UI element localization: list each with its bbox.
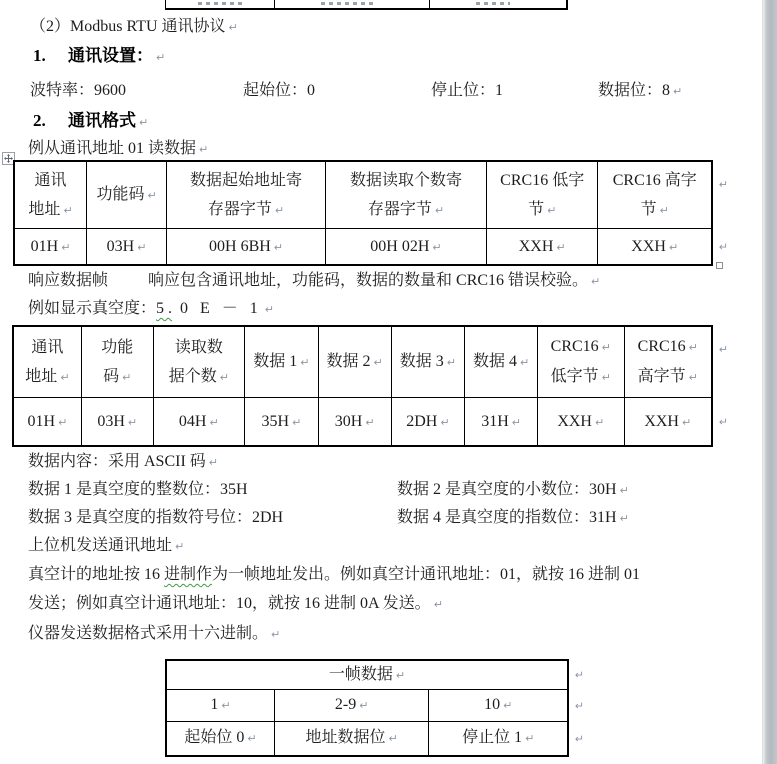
header-cell[interactable] bbox=[391, 327, 465, 397]
row-end-mark: ↵ bbox=[718, 240, 728, 253]
cutoff-table-grid-line bbox=[274, 0, 275, 8]
cell-text: 数据 4 bbox=[473, 353, 518, 370]
vacuum-prefix: 例如显示真空度： bbox=[28, 300, 157, 317]
address-paragraph-line2 bbox=[28, 594, 443, 615]
request-frame-table bbox=[13, 160, 728, 266]
data2-description bbox=[397, 480, 629, 501]
section-2-title: 通讯格式 bbox=[68, 111, 136, 130]
cell-text: 一帧数据 bbox=[328, 665, 393, 683]
cell-text: 据个数 bbox=[168, 367, 217, 385]
paragraph-mark: ↵ bbox=[274, 203, 285, 217]
cell-text: 存器字节 bbox=[367, 200, 432, 218]
paragraph-mark: ↵ bbox=[175, 540, 185, 553]
cell-text: XXH bbox=[631, 237, 666, 255]
value-cell[interactable] bbox=[14, 398, 81, 445]
setting-start-bit: 起始位：0 bbox=[243, 82, 316, 99]
paragraph-mark: ↵ bbox=[156, 51, 166, 64]
frame-title-cell[interactable] bbox=[167, 661, 567, 689]
cell-text: 数据 2 bbox=[326, 353, 371, 370]
cutoff-text-remnant bbox=[476, 2, 510, 5]
cell-text: 起始位 0 bbox=[184, 729, 245, 746]
cell-text: 数据起始地址寄 bbox=[190, 171, 303, 189]
protocol-title bbox=[30, 17, 238, 38]
header-cell[interactable] bbox=[14, 327, 81, 397]
cell-text: 03H bbox=[106, 237, 135, 255]
cell-text: 10 bbox=[484, 696, 501, 713]
value-cell[interactable] bbox=[537, 398, 624, 445]
header-cell[interactable] bbox=[15, 162, 86, 228]
cell-text: 存器字节 bbox=[207, 200, 272, 218]
header-cell[interactable] bbox=[81, 327, 153, 397]
host-send-text: 上位机发送通讯地址 bbox=[28, 537, 173, 554]
vacuum-example-line bbox=[28, 299, 274, 320]
header-cell[interactable] bbox=[464, 327, 537, 397]
section-1-title: 通讯设置： bbox=[68, 46, 153, 65]
paragraph-mark: ↵ bbox=[221, 699, 231, 712]
data4-text: 数据 4 是真空度的指数位：31H bbox=[397, 509, 617, 526]
paragraph-mark: ↵ bbox=[659, 203, 669, 217]
paragraph-mark: ↵ bbox=[673, 85, 683, 98]
cell-text: 01H bbox=[30, 237, 59, 255]
address-text: 为一帧地址发出。例如真空计通讯地址：01，就按 16 进制 01 bbox=[212, 566, 641, 583]
table-row bbox=[15, 228, 728, 264]
paragraph-mark: ↵ bbox=[60, 370, 70, 384]
frame-data-table bbox=[165, 659, 584, 757]
cell-text: 节 bbox=[528, 200, 545, 218]
paragraph-mark: ↵ bbox=[247, 732, 257, 745]
header-cell[interactable] bbox=[166, 162, 325, 228]
cell-text: 1 bbox=[210, 696, 219, 713]
cell-text: 2DH bbox=[406, 412, 438, 430]
value-cell[interactable] bbox=[391, 398, 465, 445]
header-cell[interactable] bbox=[318, 327, 391, 397]
cutoff-text-remnant bbox=[321, 2, 377, 5]
row-end-mark: ↵ bbox=[574, 699, 584, 712]
address-text: 真空计的地址按 16 bbox=[28, 566, 165, 583]
cell-text: CRC16 高字 bbox=[612, 171, 697, 189]
cell-text: 数据 1 bbox=[253, 353, 298, 370]
paragraph-mark: ↵ bbox=[525, 732, 535, 745]
value-cell[interactable] bbox=[86, 229, 166, 264]
row-end-mark: ↵ bbox=[574, 668, 584, 682]
data-content-text: 数据内容：采用 ASCII 码 bbox=[28, 453, 206, 470]
paragraph-mark: ↵ bbox=[127, 415, 138, 429]
cell-text: CRC16 bbox=[637, 338, 686, 355]
paragraph-mark: ↵ bbox=[688, 371, 698, 384]
section-2-number: 2. bbox=[33, 111, 46, 130]
row-end-mark: ↵ bbox=[718, 343, 728, 356]
data4-description bbox=[397, 508, 629, 529]
paragraph-mark: ↵ bbox=[359, 699, 369, 712]
value-cell[interactable] bbox=[624, 398, 712, 445]
cell-text: XXH bbox=[644, 412, 679, 430]
value-cell[interactable] bbox=[166, 229, 325, 264]
data1-description: 数据 1 是真空度的整数位：35H bbox=[28, 481, 248, 498]
cell-text: 数据读取个数寄 bbox=[349, 171, 462, 189]
paragraph-mark: ↵ bbox=[219, 370, 229, 384]
setting-stop-bit: 停止位：1 bbox=[431, 82, 504, 99]
row-end-mark: ↵ bbox=[718, 415, 728, 428]
cell-text: 功能码 bbox=[96, 186, 145, 203]
header-cell[interactable] bbox=[325, 162, 486, 228]
instrument-format-text: 仪器发送数据格式采用十六进制。 bbox=[28, 625, 269, 642]
row-end-mark: ↵ bbox=[574, 732, 584, 745]
paragraph-mark: ↵ bbox=[446, 356, 456, 369]
response-frame-table bbox=[12, 325, 728, 447]
value-cell[interactable] bbox=[153, 398, 244, 445]
table-row bbox=[14, 397, 728, 445]
cell-text: CRC16 bbox=[550, 338, 599, 355]
section-2-heading bbox=[33, 111, 148, 133]
paragraph-mark: ↵ bbox=[137, 240, 147, 254]
paragraph-mark: ↵ bbox=[440, 415, 450, 429]
paragraph-mark: ↵ bbox=[199, 143, 209, 156]
paragraph-mark: ↵ bbox=[503, 699, 513, 712]
paragraph-mark: ↵ bbox=[61, 240, 71, 254]
paragraph-mark: ↵ bbox=[433, 598, 443, 611]
paragraph-mark: ↵ bbox=[434, 203, 445, 217]
cutoff-text-remnant bbox=[198, 2, 244, 5]
label-cell[interactable] bbox=[428, 722, 567, 755]
spellcheck-wavy-text: 5 . bbox=[156, 300, 173, 317]
response-description bbox=[28, 271, 600, 292]
cell-text: 码 bbox=[103, 367, 120, 385]
position-cell[interactable] bbox=[274, 690, 428, 721]
cell-text: 2-9 bbox=[334, 696, 357, 713]
paragraph-mark: ↵ bbox=[681, 415, 692, 429]
cell-text: 通讯 bbox=[34, 171, 67, 189]
header-cell[interactable] bbox=[153, 327, 244, 397]
section-1-number: 1. bbox=[33, 46, 46, 65]
table-row bbox=[167, 661, 584, 689]
cell-text: 03H bbox=[97, 412, 125, 430]
row-end-mark: ↵ bbox=[718, 178, 728, 191]
table-row bbox=[15, 162, 728, 228]
value-cell[interactable] bbox=[15, 229, 86, 264]
paragraph-mark: ↵ bbox=[688, 341, 698, 354]
paragraph-mark: ↵ bbox=[122, 370, 132, 384]
instrument-format-line bbox=[28, 624, 280, 645]
cell-text: CRC16 低字 bbox=[500, 171, 585, 189]
table-row bbox=[167, 689, 584, 721]
cutoff-table-grid-line bbox=[429, 0, 430, 8]
paragraph-mark: ↵ bbox=[601, 341, 611, 354]
spellcheck-wavy-text: 进制作 bbox=[164, 566, 213, 583]
header-cell[interactable] bbox=[86, 162, 166, 228]
data3-description: 数据 3 是真空度的指数符号位：2DH bbox=[28, 509, 284, 526]
paragraph-mark: ↵ bbox=[601, 371, 611, 384]
paragraph-mark: ↵ bbox=[591, 275, 601, 288]
value-cell[interactable] bbox=[464, 398, 537, 445]
paragraph-mark: ↵ bbox=[228, 21, 238, 34]
paragraph-mark: ↵ bbox=[520, 356, 530, 369]
paragraph-mark: ↵ bbox=[594, 415, 605, 429]
four-arrows-icon bbox=[4, 154, 13, 163]
host-send-line bbox=[28, 536, 184, 557]
value-cell[interactable] bbox=[244, 398, 318, 445]
paragraph-mark: ↵ bbox=[388, 732, 398, 745]
label-cell[interactable] bbox=[274, 722, 428, 755]
data2-text: 数据 2 是真空度的小数位：30H bbox=[397, 481, 617, 498]
cell-text: 35H bbox=[261, 412, 290, 430]
cell-text: 节 bbox=[640, 200, 657, 218]
header-cell[interactable] bbox=[624, 327, 712, 397]
paragraph-mark: ↵ bbox=[395, 668, 406, 682]
cell-text: XXH bbox=[557, 412, 592, 430]
cell-text: 01H bbox=[27, 412, 56, 430]
paragraph-mark: ↵ bbox=[668, 240, 679, 254]
label-cell[interactable] bbox=[167, 722, 274, 755]
paragraph-mark: ↵ bbox=[271, 628, 281, 641]
cutoff-table-bottom bbox=[165, 0, 568, 10]
value-cell[interactable] bbox=[81, 398, 153, 445]
paragraph-mark: ↵ bbox=[139, 116, 149, 129]
cell-text: 地址 bbox=[25, 367, 58, 385]
cell-text: 31H bbox=[481, 412, 509, 430]
section-1-heading bbox=[33, 46, 165, 68]
table-row bbox=[14, 327, 728, 397]
address-text: 发送；例如真空计通讯地址：10，就按 16 进制 0A 发送。 bbox=[28, 595, 431, 612]
vacuum-value: 0 E － 1 bbox=[172, 300, 262, 317]
header-cell[interactable] bbox=[537, 327, 624, 397]
header-cell[interactable] bbox=[486, 162, 598, 228]
header-cell[interactable] bbox=[597, 162, 711, 228]
page-edge-scroll-strip[interactable] bbox=[762, 0, 777, 764]
setting-baud-rate: 波特率：9600 bbox=[30, 82, 127, 99]
paragraph-mark: ↵ bbox=[63, 203, 73, 217]
paragraph-mark: ↵ bbox=[556, 240, 566, 254]
table-resize-handle[interactable] bbox=[716, 262, 723, 269]
cell-text: 00H 6BH bbox=[209, 237, 271, 255]
cell-text: 地址数据位 bbox=[305, 729, 386, 746]
paragraph-mark: ↵ bbox=[58, 415, 68, 429]
paragraph-mark: ↵ bbox=[208, 456, 219, 469]
header-cell[interactable] bbox=[244, 327, 318, 397]
response-label: 响应数据帧 bbox=[28, 272, 109, 289]
cell-text: XXH bbox=[518, 237, 554, 255]
response-text: 响应包含通讯地址，功能码，数据的数量和 CRC16 错误校验。 bbox=[148, 272, 589, 289]
paragraph-mark: ↵ bbox=[373, 356, 383, 369]
value-cell[interactable] bbox=[318, 398, 391, 445]
paragraph-mark: ↵ bbox=[619, 484, 629, 497]
position-cell[interactable] bbox=[167, 690, 274, 721]
setting-data-bits-text: 数据位：8 bbox=[598, 82, 671, 99]
cell-text: 00H 02H bbox=[370, 237, 430, 255]
cell-text: 30H bbox=[334, 412, 363, 430]
paragraph-mark: ↵ bbox=[209, 415, 219, 429]
paragraph-mark: ↵ bbox=[511, 415, 522, 429]
paragraph-mark: ↵ bbox=[432, 240, 442, 254]
value-cell[interactable] bbox=[486, 229, 598, 264]
cell-text: 读取数 bbox=[174, 338, 223, 356]
position-cell[interactable] bbox=[428, 690, 567, 721]
paragraph-mark: ↵ bbox=[619, 512, 629, 525]
cell-text: 地址 bbox=[28, 200, 61, 218]
cell-text: 高字节 bbox=[637, 368, 686, 385]
value-cell[interactable] bbox=[325, 229, 486, 264]
paragraph-mark: ↵ bbox=[300, 356, 310, 369]
table-row bbox=[167, 721, 584, 755]
cell-text: 功能 bbox=[101, 338, 134, 356]
cell-text: 04H bbox=[178, 412, 207, 430]
request-example-text: 例从通讯地址 01 读数据 bbox=[28, 140, 197, 157]
setting-data-bits bbox=[598, 81, 682, 102]
value-cell[interactable] bbox=[597, 229, 711, 264]
protocol-title-text: （2）Modbus RTU 通讯协议 bbox=[30, 18, 226, 35]
cell-text: 停止位 1 bbox=[462, 729, 523, 746]
address-paragraph-line1 bbox=[28, 565, 640, 585]
cell-text: 通讯 bbox=[31, 338, 64, 356]
paragraph-mark: ↵ bbox=[365, 415, 375, 429]
cell-text: 低字节 bbox=[550, 368, 599, 385]
cell-text: 数据 3 bbox=[399, 353, 444, 370]
paragraph-mark: ↵ bbox=[264, 303, 275, 316]
paragraph-mark: ↵ bbox=[273, 240, 284, 254]
paragraph-mark: ↵ bbox=[547, 203, 557, 217]
request-example-caption bbox=[28, 139, 208, 160]
paragraph-mark: ↵ bbox=[147, 189, 157, 202]
paragraph-mark: ↵ bbox=[292, 415, 302, 429]
data-content-line bbox=[28, 452, 218, 473]
